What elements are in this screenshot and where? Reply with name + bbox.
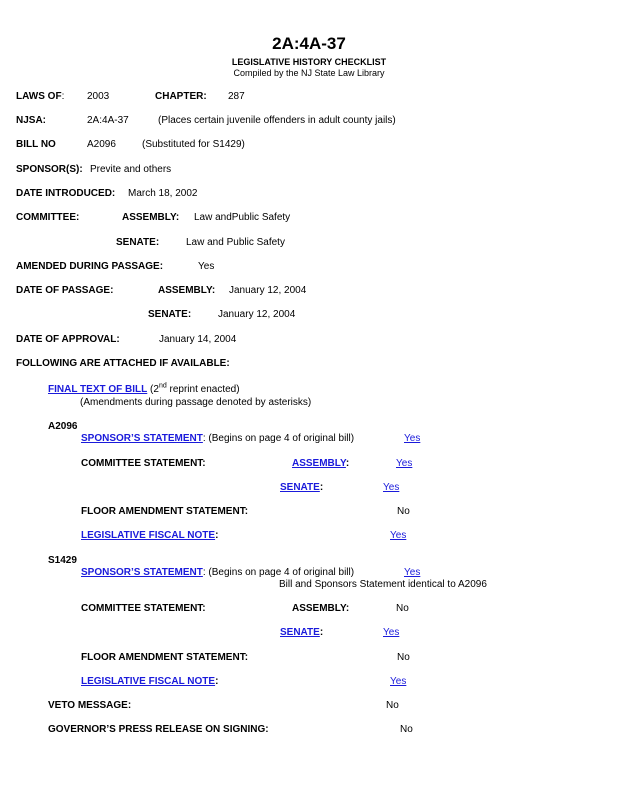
governor-press-release-value: No — [400, 724, 413, 735]
final-text-amend-note: (Amendments during passage denoted by asterisks) — [80, 397, 312, 408]
bill-no-value: A2096 — [87, 139, 116, 150]
njsa-description: (Places certain juvenile offenders in adult county jails) — [158, 115, 396, 126]
a2096-sponsor-statement-link[interactable]: SPONSOR’S STATEMENT — [81, 433, 203, 444]
s1429-assembly-label: ASSEMBLY: — [292, 603, 350, 614]
committee-senate-value: Law and Public Safety — [186, 237, 285, 248]
a2096-senate-row — [280, 482, 323, 494]
s1429-floor-amendment-value: No — [397, 652, 410, 663]
page-title: 2A:4A-37 — [272, 34, 346, 53]
chapter-label: CHAPTER: — [155, 91, 207, 102]
s1429-fiscal-colon: : — [215, 676, 219, 687]
laws-of-label: LAWS OF — [16, 91, 62, 102]
laws-of-value: 2003 — [87, 91, 110, 102]
a2096-senate-colon: : — [319, 482, 324, 493]
s1429-identical-note: Bill and Sponsors Statement identical to A2096 — [279, 579, 487, 590]
s1429-senate-colon: : — [319, 627, 324, 638]
date-introduced-value: March 18, 2002 — [128, 188, 198, 199]
amended-label: AMENDED DURING PASSAGE: — [16, 261, 164, 272]
chapter-value: 287 — [228, 91, 245, 102]
s1429-sponsor-row — [81, 567, 354, 579]
veto-message-label: VETO MESSAGE: — [48, 700, 132, 711]
a2096-floor-amendment-label: FLOOR AMENDMENT STATEMENT: — [81, 506, 249, 517]
s1429-sponsor-statement-link[interactable]: SPONSOR’S STATEMENT — [81, 567, 203, 578]
passage-assembly-label: ASSEMBLY: — [158, 285, 216, 296]
njsa-label: NJSA: — [16, 115, 47, 126]
sponsors-label: SPONSOR(S): — [16, 164, 83, 175]
a2096-assembly-yes-link[interactable]: Yes — [396, 458, 413, 469]
checklist-title: LEGISLATIVE HISTORY CHECKLIST — [231, 57, 387, 67]
a2096-senate-yes-link[interactable]: Yes — [383, 482, 400, 493]
s1429-senate-yes-link[interactable]: Yes — [383, 627, 400, 638]
a2096-fiscal-row — [81, 530, 218, 542]
committee-label: COMMITTEE: — [16, 212, 80, 223]
passage-senate-label: SENATE: — [148, 309, 192, 320]
s1429-fiscal-yes-link[interactable]: Yes — [390, 676, 407, 687]
s1429-sponsor-note: : (Begins on page 4 of original bill) — [202, 567, 355, 578]
s1429-committee-statement-label: COMMITTEE STATEMENT: — [81, 603, 206, 614]
a2096-committee-statement-label: COMMITTEE STATEMENT: — [81, 458, 206, 469]
following-label: FOLLOWING ARE ATTACHED IF AVAILABLE: — [16, 358, 230, 369]
a2096-sponsor-note: : (Begins on page 4 of original bill) — [202, 433, 355, 444]
governor-press-release-label: GOVERNOR’S PRESS RELEASE ON SIGNING: — [48, 724, 269, 735]
date-approval-value: January 14, 2004 — [159, 334, 237, 345]
a2096-assembly-colon: : — [345, 458, 350, 469]
date-approval-label: DATE OF APPROVAL: — [16, 334, 120, 345]
bill-no-note: (Substituted for S1429) — [142, 139, 245, 150]
committee-assembly-value: Law andPublic Safety — [194, 212, 291, 223]
final-text-note-close: reprint enacted) — [166, 384, 240, 395]
a2096-section-label: A2096 — [48, 421, 78, 432]
a2096-fiscal-colon: : — [215, 530, 219, 541]
s1429-floor-amendment-label: FLOOR AMENDMENT STATEMENT: — [81, 652, 249, 663]
sponsors-value: Previte and others — [90, 164, 172, 175]
final-text-link[interactable]: FINAL TEXT OF BILL — [48, 384, 148, 395]
date-introduced-label: DATE INTRODUCED: — [16, 188, 116, 199]
compiled-by: Compiled by the NJ State Law Library — [233, 68, 385, 78]
s1429-fiscal-note-link[interactable]: LEGISLATIVE FISCAL NOTE — [81, 676, 216, 687]
a2096-senate-link[interactable]: SENATE — [280, 482, 320, 493]
s1429-senate-link[interactable]: SENATE — [280, 627, 320, 638]
veto-message-value: No — [386, 700, 399, 711]
bill-no-label: BILL NO — [16, 139, 56, 150]
date-passage-label: DATE OF PASSAGE: — [16, 285, 114, 296]
a2096-fiscal-note-link[interactable]: LEGISLATIVE FISCAL NOTE — [81, 530, 216, 541]
committee-assembly-label: ASSEMBLY: — [122, 212, 180, 223]
final-text-note-open: (2 — [147, 384, 159, 395]
passage-senate-value: January 12, 2004 — [218, 309, 296, 320]
s1429-senate-row — [280, 627, 323, 639]
a2096-assembly-link[interactable]: ASSEMBLY — [292, 458, 346, 469]
s1429-section-label: S1429 — [48, 555, 77, 566]
laws-of-row: LAWS OF: — [16, 91, 65, 102]
njsa-value: 2A:4A-37 — [87, 115, 129, 126]
a2096-sponsor-yes-link[interactable]: Yes — [404, 433, 421, 444]
amended-value: Yes — [198, 261, 215, 272]
passage-assembly-value: January 12, 2004 — [229, 285, 307, 296]
final-text-note-sup: nd — [158, 382, 167, 390]
committee-senate-label: SENATE: — [116, 237, 160, 248]
s1429-fiscal-row — [81, 676, 218, 688]
s1429-sponsor-yes-link[interactable]: Yes — [404, 567, 421, 578]
a2096-fiscal-yes-link[interactable]: Yes — [390, 530, 407, 541]
a2096-sponsor-row — [81, 433, 354, 445]
a2096-floor-amendment-value: No — [397, 506, 410, 517]
s1429-assembly-value: No — [396, 603, 409, 614]
final-text-row — [48, 384, 240, 396]
a2096-assembly-row — [292, 458, 349, 470]
